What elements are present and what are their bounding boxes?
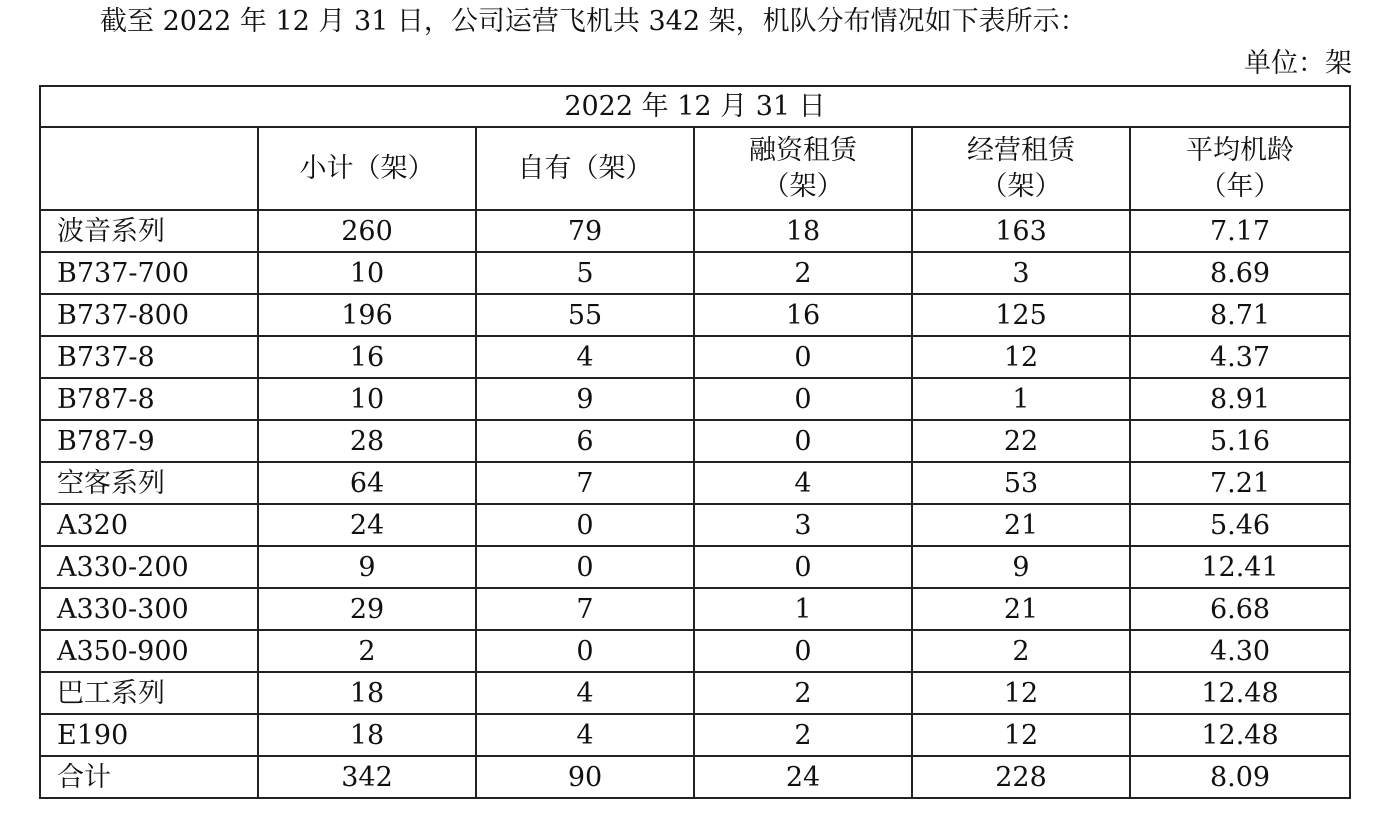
cell-aircraft-type: A330-300: [40, 588, 258, 630]
cell-aircraft-type: B737-8: [40, 336, 258, 378]
header-finance-lease-line2: （架）: [762, 170, 844, 202]
header-average-age-line2: （年）: [1199, 170, 1281, 202]
cell-subtotal: 2: [258, 630, 476, 672]
cell-average-age: 12.48: [1130, 672, 1350, 714]
cell-operating-lease: 22: [912, 420, 1130, 462]
header-owned: [476, 127, 694, 210]
cell-average-age: 8.09: [1130, 756, 1350, 798]
cell-owned: 5: [476, 252, 694, 294]
cell-finance-lease: 24: [694, 756, 912, 798]
cell-average-age: 4.37: [1130, 336, 1350, 378]
cell-finance-lease: 4: [694, 462, 912, 504]
cell-average-age: 8.91: [1130, 378, 1350, 420]
cell-finance-lease: 1: [694, 588, 912, 630]
cell-subtotal: 342: [258, 756, 476, 798]
header-average-age: [1130, 127, 1350, 210]
cell-operating-lease: 21: [912, 504, 1130, 546]
cell-finance-lease: 2: [694, 252, 912, 294]
cell-operating-lease: 12: [912, 672, 1130, 714]
fleet-table: [39, 85, 1351, 799]
cell-owned: 90: [476, 756, 694, 798]
cell-aircraft-type: A350-900: [40, 630, 258, 672]
cell-owned: 79: [476, 210, 694, 252]
table-row: [40, 756, 1350, 798]
cell-owned: 7: [476, 588, 694, 630]
cell-owned: 4: [476, 672, 694, 714]
cell-subtotal: 196: [258, 294, 476, 336]
cell-operating-lease: 1: [912, 378, 1130, 420]
cell-subtotal: 9: [258, 546, 476, 588]
cell-finance-lease: 2: [694, 672, 912, 714]
table-row: [40, 210, 1350, 252]
cell-owned: 4: [476, 714, 694, 756]
table-title-row: [40, 86, 1350, 127]
cell-average-age: 4.30: [1130, 630, 1350, 672]
table-row: [40, 420, 1350, 462]
cell-owned: 0: [476, 504, 694, 546]
cell-aircraft-type: E190: [40, 714, 258, 756]
cell-finance-lease: 16: [694, 294, 912, 336]
cell-average-age: 7.17: [1130, 210, 1350, 252]
cell-operating-lease: 2: [912, 630, 1130, 672]
cell-operating-lease: 163: [912, 210, 1130, 252]
cell-operating-lease: 125: [912, 294, 1130, 336]
table-row: [40, 588, 1350, 630]
cell-owned: 55: [476, 294, 694, 336]
cell-finance-lease: 3: [694, 504, 912, 546]
cell-finance-lease: 2: [694, 714, 912, 756]
table-row: [40, 504, 1350, 546]
cell-operating-lease: 9: [912, 546, 1130, 588]
cell-finance-lease: 0: [694, 546, 912, 588]
cell-aircraft-type: B787-9: [40, 420, 258, 462]
cell-aircraft-type: B737-800: [40, 294, 258, 336]
cell-finance-lease: 0: [694, 420, 912, 462]
table-row: [40, 630, 1350, 672]
cell-average-age: 6.68: [1130, 588, 1350, 630]
cell-finance-lease: 0: [694, 378, 912, 420]
cell-owned: 0: [476, 546, 694, 588]
cell-subtotal: 28: [258, 420, 476, 462]
cell-aircraft-type: A320: [40, 504, 258, 546]
header-operating-lease-line1: 经营租赁: [967, 134, 1075, 166]
header-blank: [40, 127, 258, 210]
cell-aircraft-type: 合计: [40, 756, 258, 798]
header-finance-lease-line1: 融资租赁: [749, 134, 857, 166]
table-row: [40, 294, 1350, 336]
cell-subtotal: 29: [258, 588, 476, 630]
table-row: [40, 546, 1350, 588]
table-row: [40, 462, 1350, 504]
header-operating-lease: [912, 127, 1130, 210]
cell-operating-lease: 21: [912, 588, 1130, 630]
cell-aircraft-type: 空客系列: [40, 462, 258, 504]
cell-operating-lease: 228: [912, 756, 1130, 798]
cell-average-age: 5.16: [1130, 420, 1350, 462]
cell-average-age: 5.46: [1130, 504, 1350, 546]
cell-aircraft-type: 巴工系列: [40, 672, 258, 714]
cell-owned: 9: [476, 378, 694, 420]
cell-subtotal: 10: [258, 378, 476, 420]
cell-subtotal: 64: [258, 462, 476, 504]
cell-aircraft-type: 波音系列: [40, 210, 258, 252]
header-subtotal: [258, 127, 476, 210]
cell-subtotal: 260: [258, 210, 476, 252]
header-owned-label: 自有（架）: [517, 153, 653, 184]
cell-subtotal: 24: [258, 504, 476, 546]
cell-owned: 0: [476, 630, 694, 672]
cell-finance-lease: 0: [694, 630, 912, 672]
cell-aircraft-type: B737-700: [40, 252, 258, 294]
intro-paragraph: 截至 2022 年 12 月 31 日，公司运营飞机共 342 架，机队分布情况如下表所示：: [100, 6, 1087, 37]
cell-average-age: 12.41: [1130, 546, 1350, 588]
cell-average-age: 8.71: [1130, 294, 1350, 336]
cell-operating-lease: 12: [912, 336, 1130, 378]
header-finance-lease: [694, 127, 912, 210]
cell-average-age: 8.69: [1130, 252, 1350, 294]
cell-subtotal: 10: [258, 252, 476, 294]
table-row: [40, 252, 1350, 294]
table-row: [40, 714, 1350, 756]
cell-owned: 4: [476, 336, 694, 378]
cell-average-age: 12.48: [1130, 714, 1350, 756]
table-row: [40, 672, 1350, 714]
cell-finance-lease: 18: [694, 210, 912, 252]
cell-operating-lease: 12: [912, 714, 1130, 756]
cell-aircraft-type: B787-8: [40, 378, 258, 420]
cell-aircraft-type: A330-200: [40, 546, 258, 588]
cell-owned: 6: [476, 420, 694, 462]
header-average-age-line1: 平均机龄: [1186, 134, 1294, 166]
table-body: [40, 210, 1350, 798]
cell-operating-lease: 53: [912, 462, 1130, 504]
table-row: [40, 336, 1350, 378]
cell-subtotal: 16: [258, 336, 476, 378]
cell-subtotal: 18: [258, 672, 476, 714]
header-subtotal-label: 小计（架）: [299, 153, 435, 184]
unit-label: 单位：架: [1244, 48, 1352, 79]
header-operating-lease-line2: （架）: [980, 170, 1062, 202]
cell-owned: 7: [476, 462, 694, 504]
cell-average-age: 7.21: [1130, 462, 1350, 504]
cell-operating-lease: 3: [912, 252, 1130, 294]
cell-finance-lease: 0: [694, 336, 912, 378]
table-row: [40, 378, 1350, 420]
cell-subtotal: 18: [258, 714, 476, 756]
table-header-row: [40, 127, 1350, 210]
table-date-title: 2022 年 12 月 31 日: [40, 86, 1350, 127]
